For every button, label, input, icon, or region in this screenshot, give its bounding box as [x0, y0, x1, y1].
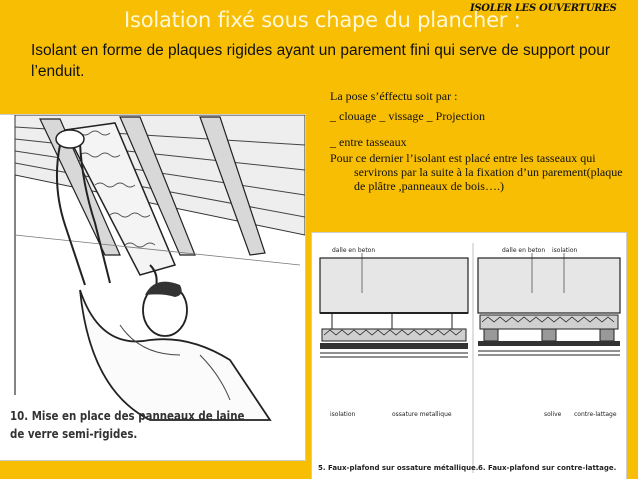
notes-line-methods: _ clouage _ vissage _ Projection	[330, 109, 485, 123]
label-right-dalle: dalle en beton	[502, 247, 546, 254]
label-right-isolation: isolation	[552, 247, 578, 254]
label-right-solive: solive	[544, 411, 562, 418]
figure-right-caption-left: 5. Faux-plafond sur ossature métallique.	[318, 464, 479, 472]
detail-metal-frame	[320, 253, 468, 357]
notes-block	[330, 89, 630, 193]
label-left-dalle: dalle en beton	[332, 247, 376, 254]
ceiling-detail-drawings	[312, 233, 626, 479]
figure-left-caption: 10. Mise en place des panneaux de laine de verre semi-rigides.	[10, 408, 245, 441]
figure-right-caption-right: 6. Faux-plafond sur contre-lattage.	[478, 464, 617, 472]
notes-line-detail: Pour ce dernier l’isolant est placé entre les tasseaux qui servirons par la suite à la fixation d’un parement(plaque de plâtre ,panneaux de bois….)	[330, 151, 623, 193]
notes-line-pose: La pose s’éffectu soit par :	[330, 89, 458, 103]
notes-line-tasseaux: _ entre tasseaux	[330, 135, 407, 149]
intro-text: Isolant en forme de plaques rigides ayant un parement fini qui serve de support pour l’enduit.	[31, 42, 611, 80]
figure-worker-installing-panels	[0, 115, 305, 460]
label-right-contre-lattage: contre-lattage	[574, 411, 617, 418]
slide-title: Isolation fixé sous chape du plancher :	[124, 8, 521, 32]
figure-false-ceiling-details	[312, 233, 626, 479]
label-left-isolation: isolation	[330, 411, 356, 418]
label-left-ossature: ossature metallique	[392, 411, 452, 418]
section-tag: ISOLER LES OUVERTURES	[470, 3, 617, 14]
